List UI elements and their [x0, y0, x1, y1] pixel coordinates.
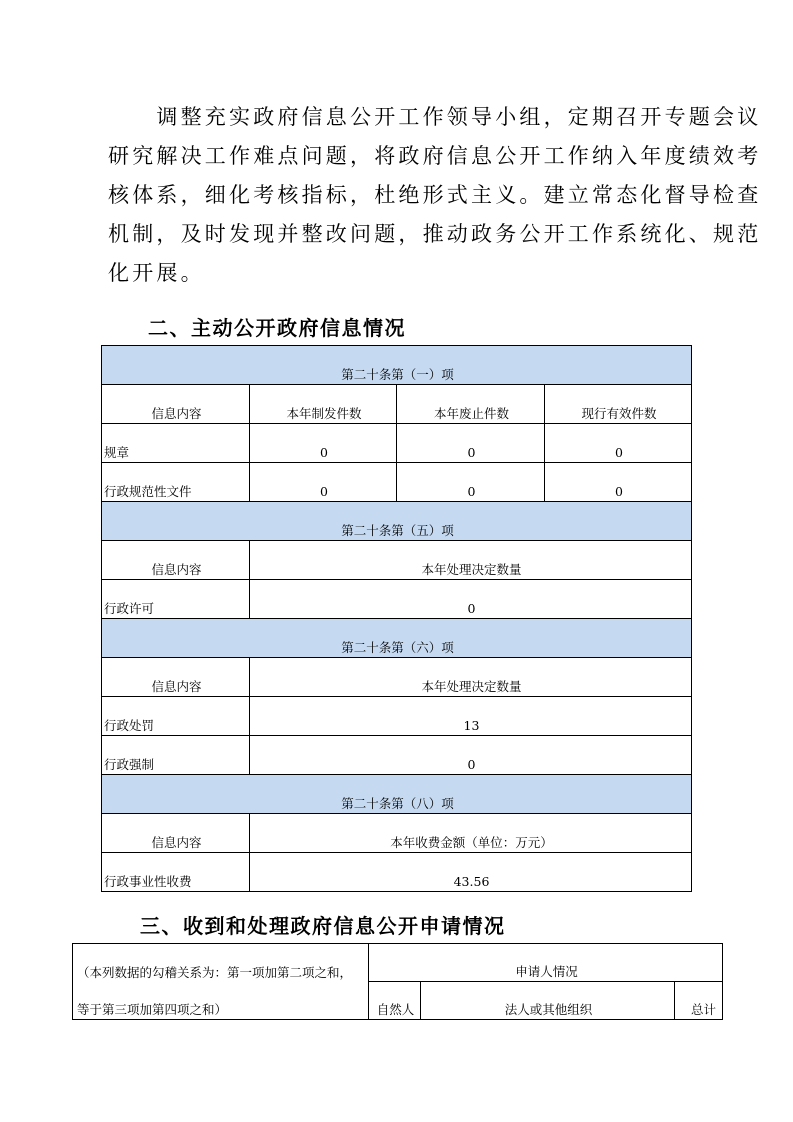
header-info-content: 信息内容 — [102, 658, 250, 697]
section3-title: 三、收到和处理政府信息公开申请情况 — [140, 914, 506, 938]
application-table — [72, 943, 723, 1020]
cell-value: 0 — [250, 463, 397, 502]
table-row — [102, 424, 692, 463]
intro-line: 调整充实政府信息公开工作领导小组，定期召开专题会议 — [108, 105, 762, 129]
cell-value: 0 — [250, 736, 692, 775]
header-decision-count: 本年处理决定数量 — [250, 541, 692, 580]
natural-person-header: 自然人 — [369, 982, 421, 1020]
intro-line: 化开展。 — [108, 261, 205, 285]
table-row — [102, 697, 692, 736]
table-row — [102, 853, 692, 892]
cell-value: 13 — [250, 697, 692, 736]
intro-line: 机制，及时发现并整改问题，推动政务公开工作系统化、规范 — [108, 222, 762, 246]
header-info-content: 信息内容 — [102, 385, 250, 424]
intro-line: 核体系，细化考核指标，杜绝形式主义。建立常态化督导检查 — [108, 183, 762, 207]
cell-value: 0 — [397, 424, 545, 463]
cell-value: 43.56 — [250, 853, 692, 892]
article-5-band: 第二十条第（五）项 — [102, 502, 692, 541]
table-row — [102, 736, 692, 775]
header-issued-count: 本年制发件数 — [250, 385, 397, 424]
header-repealed-count: 本年废止件数 — [397, 385, 545, 424]
cell-value: 0 — [250, 580, 692, 619]
row-label: 行政许可 — [102, 580, 250, 619]
legal-entity-header: 法人或其他组织 — [421, 982, 675, 1020]
row-label: 行政事业性收费 — [102, 853, 250, 892]
header-decision-count: 本年处理决定数量 — [250, 658, 692, 697]
header-info-content: 信息内容 — [102, 814, 250, 853]
intro-paragraph — [108, 98, 762, 293]
article-8-band: 第二十条第（八）项 — [102, 775, 692, 814]
note-line-1: （本列数据的勾稽关系为：第一项加第二项之和， — [73, 944, 369, 982]
cell-value: 0 — [250, 424, 397, 463]
header-fee-amount: 本年收费金额（单位：万元） — [250, 814, 692, 853]
section2-title: 二、主动公开政府信息情况 — [148, 316, 406, 340]
header-valid-count: 现行有效件数 — [545, 385, 692, 424]
row-label: 行政规范性文件 — [102, 463, 250, 502]
cell-value: 0 — [545, 463, 692, 502]
table-row — [102, 580, 692, 619]
proactive-disclosure-table — [101, 345, 692, 892]
table-row — [102, 463, 692, 502]
cell-value: 0 — [397, 463, 545, 502]
row-label: 行政处罚 — [102, 697, 250, 736]
row-label: 规章 — [102, 424, 250, 463]
total-header: 总计 — [675, 982, 723, 1020]
intro-line: 研究解决工作难点问题，将政府信息公开工作纳入年度绩效考 — [108, 144, 762, 168]
article-6-band: 第二十条第（六）项 — [102, 619, 692, 658]
header-info-content: 信息内容 — [102, 541, 250, 580]
row-label: 行政强制 — [102, 736, 250, 775]
cell-value: 0 — [545, 424, 692, 463]
article-1-band: 第二十条第（一）项 — [102, 346, 692, 385]
applicant-header: 申请人情况 — [369, 944, 723, 982]
note-line-2: 等于第三项加第四项之和） — [73, 982, 369, 1020]
